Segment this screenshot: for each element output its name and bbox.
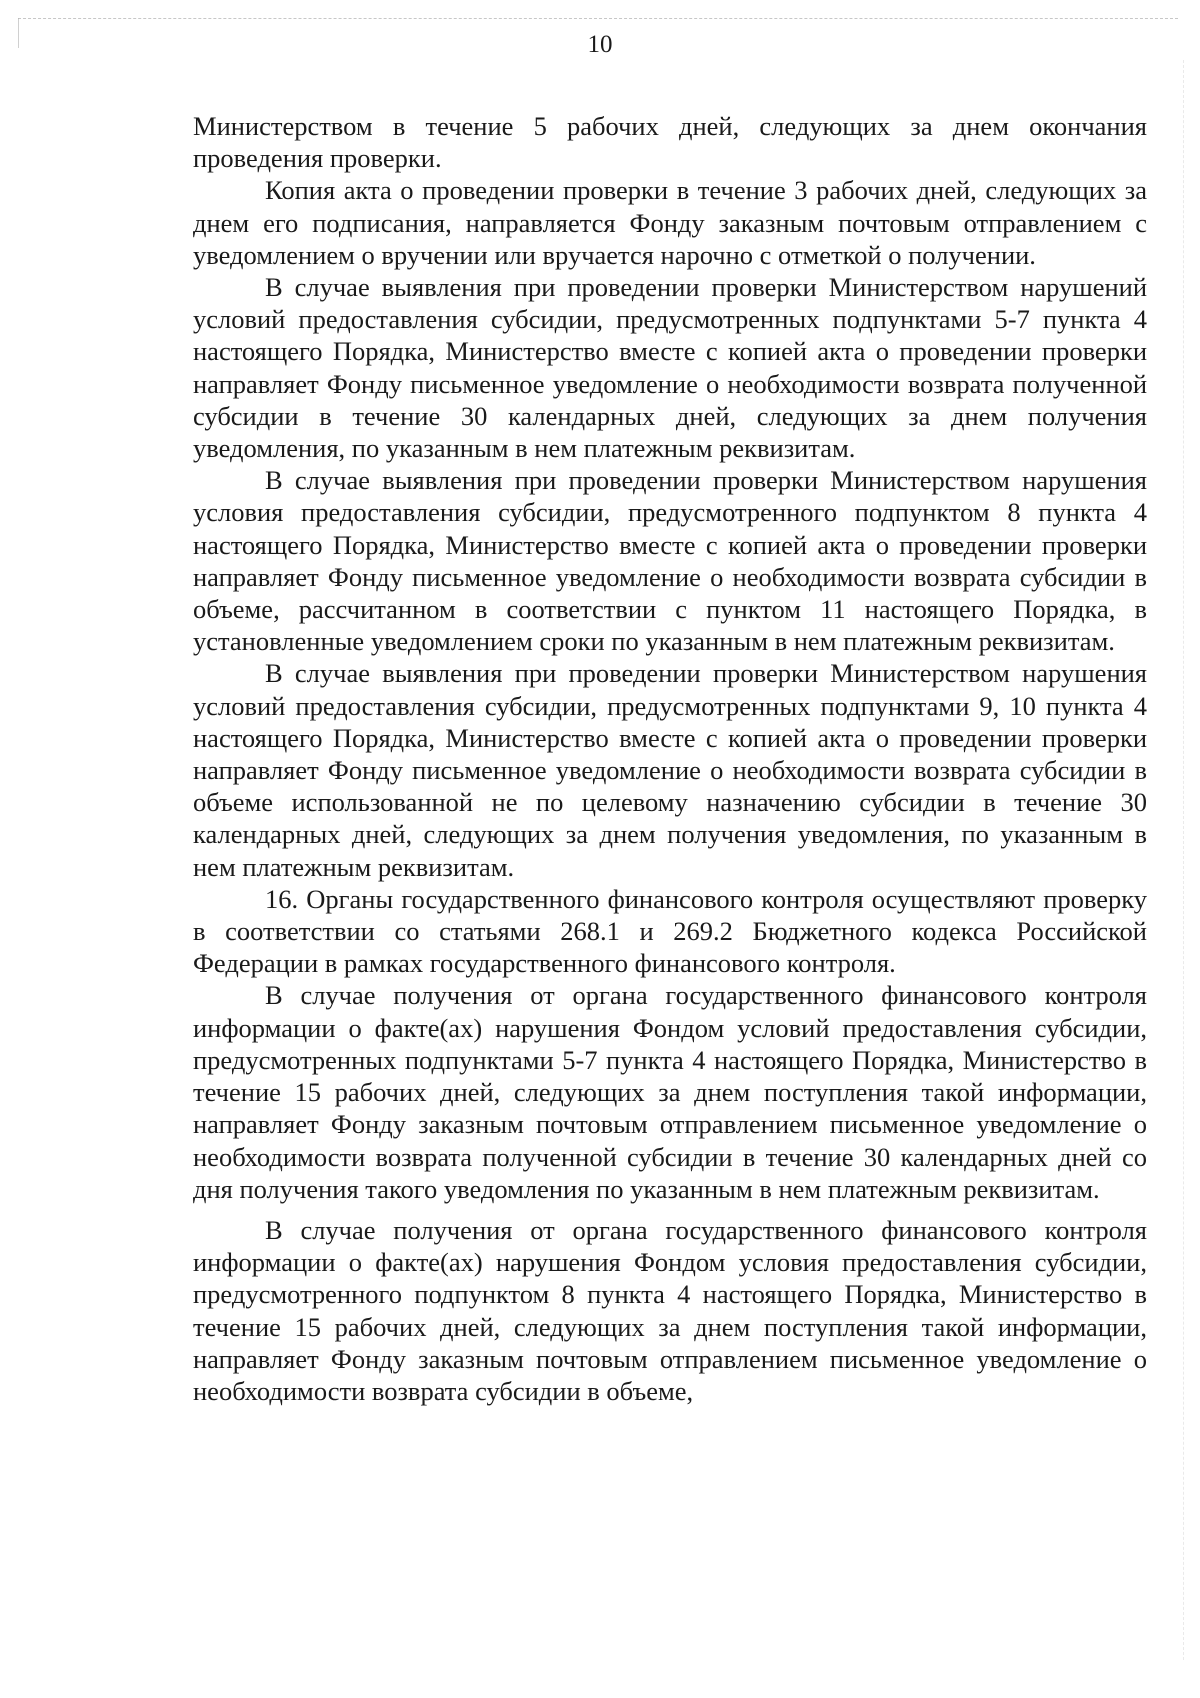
document-body (193, 110, 1147, 1407)
scan-edge-right (1183, 60, 1184, 1660)
scan-edge-top (18, 18, 1178, 19)
paragraph-violation-9-10: В случае выявления при проведении проверки Министерством нарушения условий предоставления субсидии, предусмотренных подпунктами 9, 10 пункта 4 настоящего Порядка, Министерство вместе с копией акта о проведении проверки направляет Фонду письменное уведомление о необходимости возврата субсидии в объеме использованной не по целевому назначению субсидии в течение 30 календарных дней, следующих за днем получения уведомления, по указанным в нем платежным реквизитам. (193, 658, 1147, 882)
page-number: 10 (587, 31, 613, 58)
paragraph-violation-8: В случае выявления при проведении проверки Министерством нарушения условия предоставления субсидии, предусмотренного подпунктом 8 пункта 4 настоящего Порядка, Министерство вместе с копией акта о проведении проверки направляет Фонду письменное уведомление о необходимости возврата субсидии в объеме, рассчитанном в соответствии с пунктом 11 настоящего Порядка, в установленные уведомлением сроки по указанным в нем платежным реквизитам. (193, 465, 1147, 657)
paragraph-control-info-8: В случае получения от органа государственного финансового контроля информации о факте(ах) нарушения Фондом условия предоставления субсидии, предусмотренного подпунктом 8 пункта 4 настоящего Порядка, Министерство в течение 15 рабочих дней, следующих за днем поступления такой информации, направляет Фонду заказным почтовым отправлением письменное уведомление о необходимости возврата субсидии в объеме, (193, 1214, 1147, 1406)
paragraph-violation-5-7: В случае выявления при проведении проверки Министерством нарушений условий предоставления субсидии, предусмотренных подпунктами 5-7 пункта 4 настоящего Порядка, Министерство вместе с копией акта о проведении проверки направляет Фонду письменное уведомление о необходимости возврата полученной субсидии в течение 30 календарных дней, следующих за днем получения уведомления, по указанным в нем платежным реквизитам. (193, 272, 1147, 464)
paragraph-continuation: Министерством в течение 5 рабочих дней, следующих за днем окончания проведения проверки. (193, 111, 1147, 174)
paragraph-act-copy: Копия акта о проведении проверки в течение 3 рабочих дней, следующих за днем его подписания, направляется Фонду заказным почтовым отправлением с уведомлением о вручении или вручается нарочно с отметкой о получении. (193, 175, 1147, 270)
paragraph-control-info-5-7: В случае получения от органа государственного финансового контроля информации о факте(ах) нарушения Фондом условий предоставления субсидии, предусмотренных подпунктами 5-7 пункта 4 настоящего Порядка, Министерство в течение 15 рабочих дней, следующих за днем поступления такой информации, направляет Фонду заказным почтовым отправлением письменное уведомление о необходимости возврата полученной субсидии в течение 30 календарных дней со дня получения такого уведомления по указанным в нем платежным реквизитам. (193, 980, 1147, 1204)
paragraph-clause-16: 16. Органы государственного финансового контроля осуществляют проверку в соответствии со статьями 268.1 и 269.2 Бюджетного кодекса Российской Федерации в рамках государственного финансового контроля. (193, 883, 1147, 979)
